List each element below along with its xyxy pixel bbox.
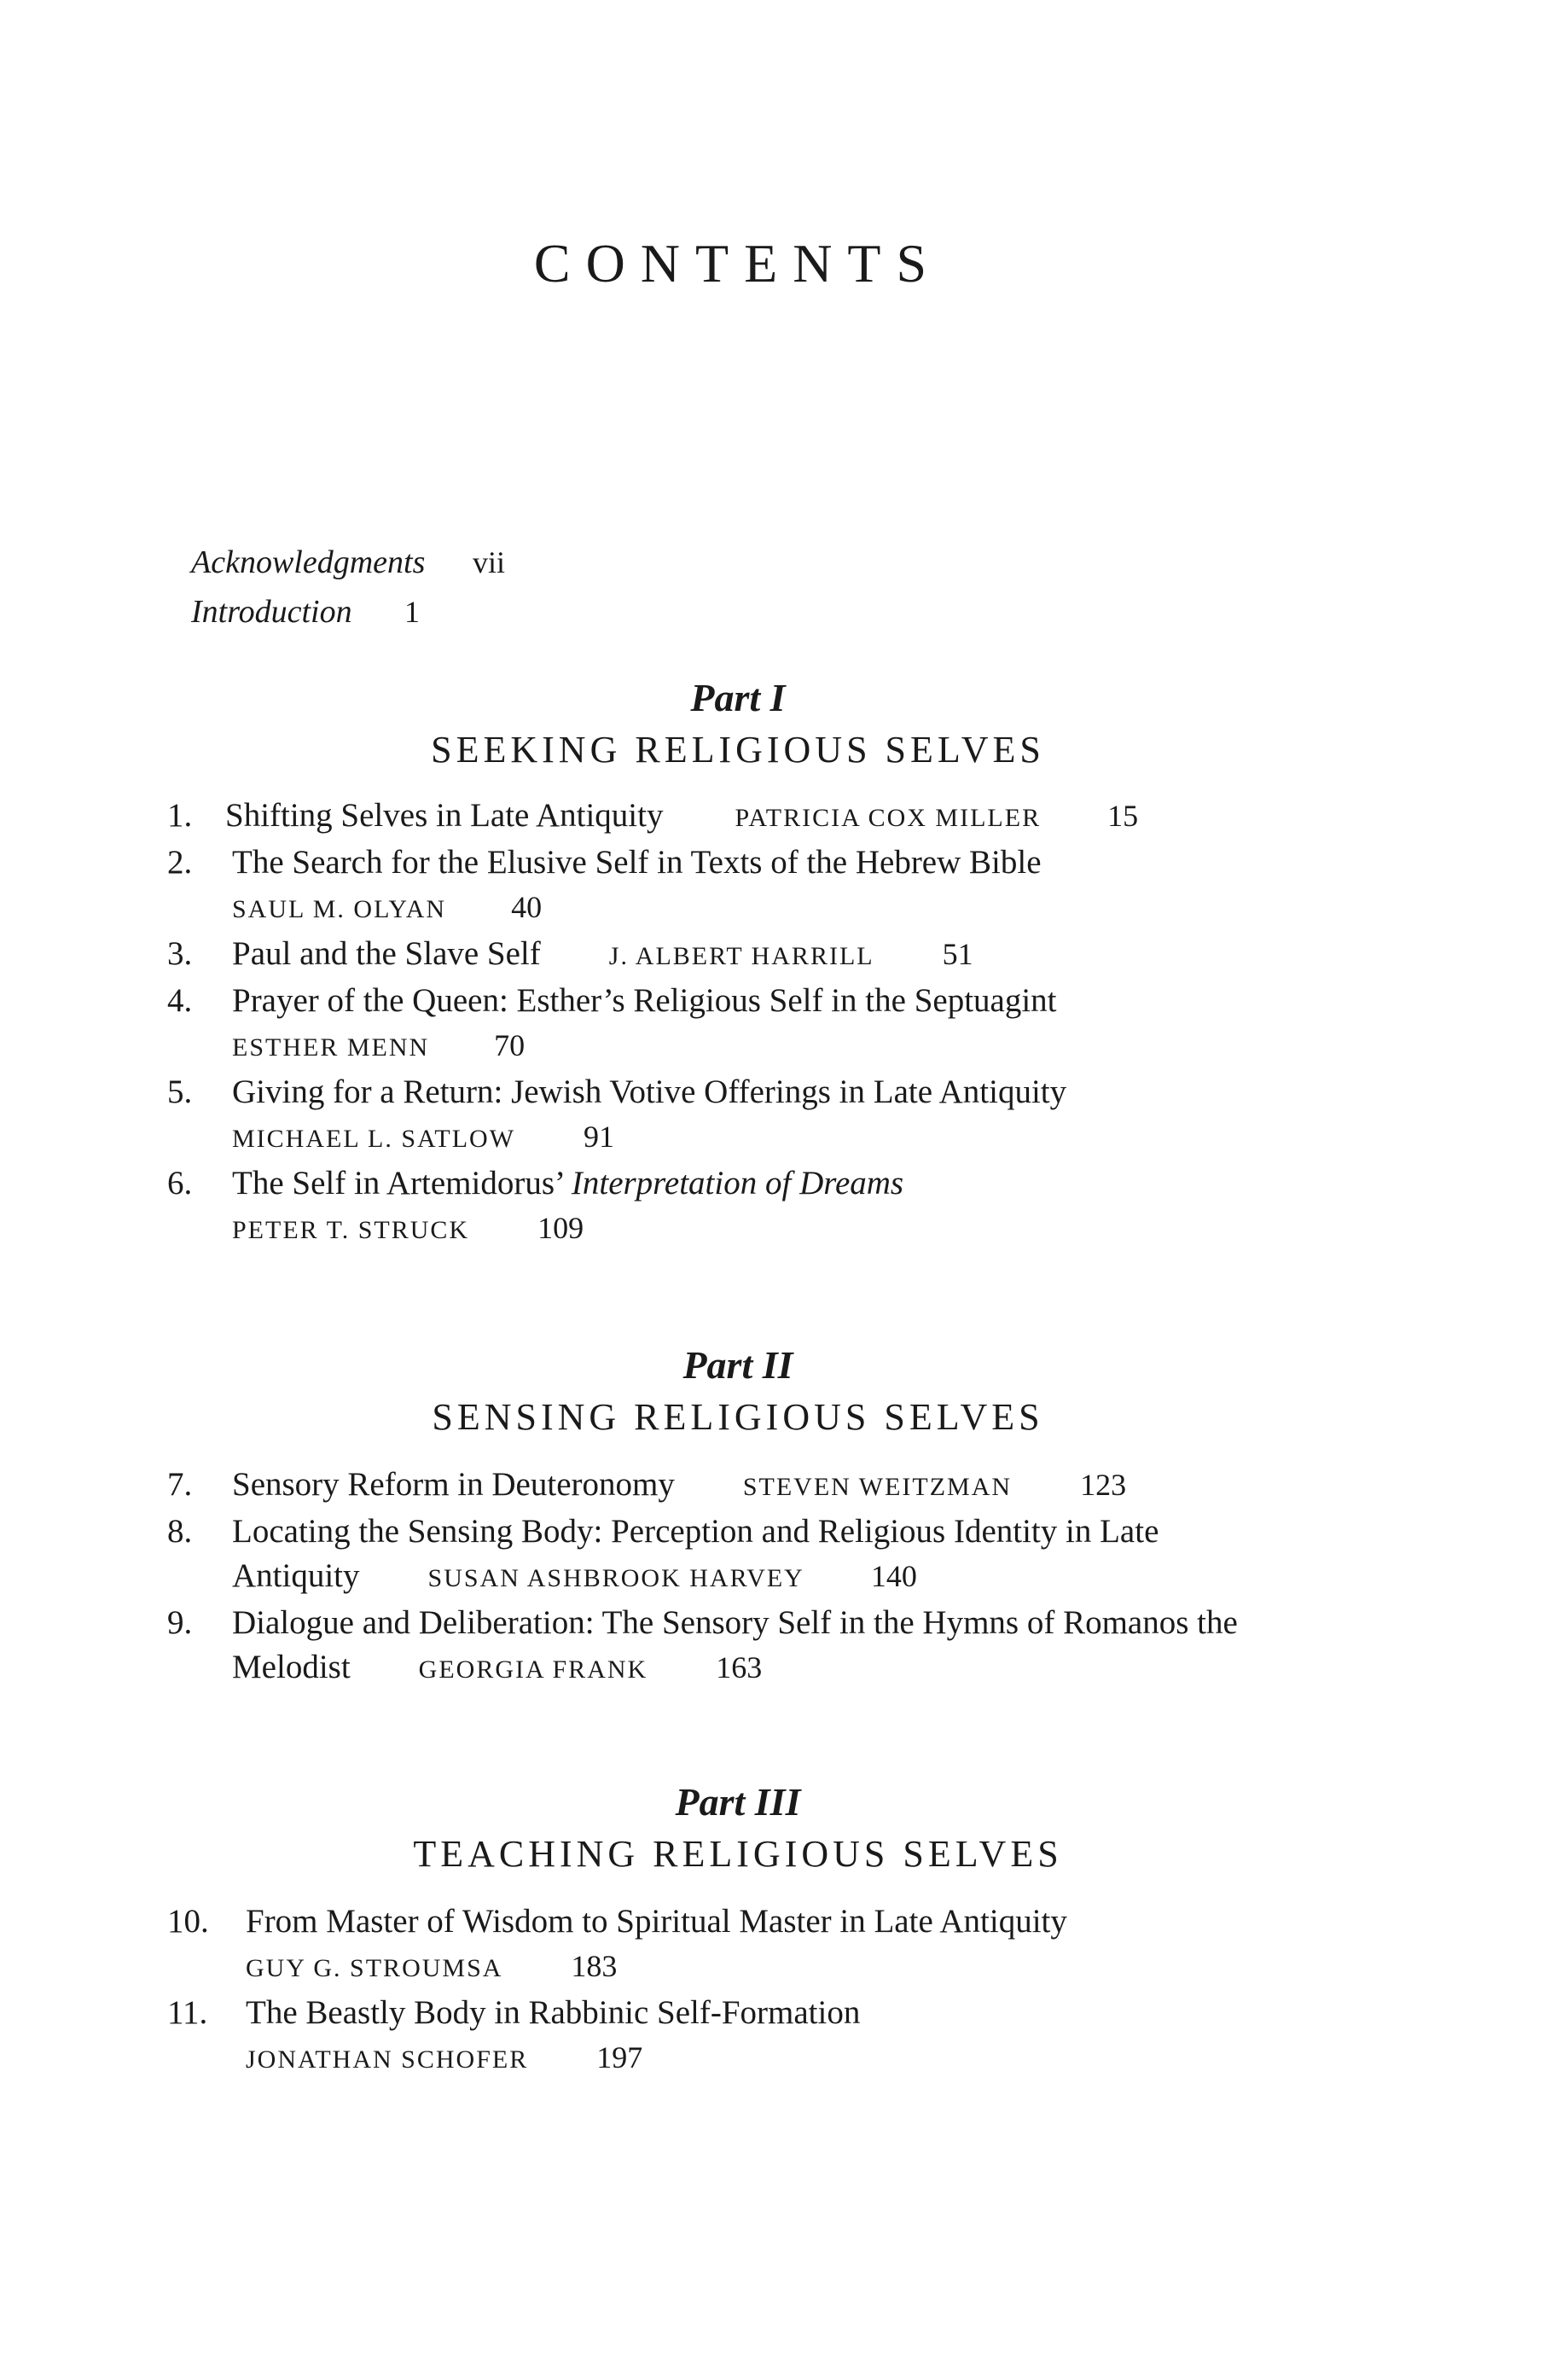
part-title: SENSING RELIGIOUS SELVES [432, 1396, 1044, 1438]
toc-entry[interactable] [167, 1900, 1327, 1991]
toc-entry[interactable] [167, 1601, 1327, 1692]
entry-number: 6. [167, 1165, 193, 1201]
entry-page: 197 [596, 2040, 643, 2074]
entry-page: 140 [870, 1559, 917, 1593]
entry-title-cont: Melodist [232, 1649, 351, 1685]
entry-author: STEVEN WEITZMAN [742, 1473, 1013, 1501]
front-matter-item[interactable] [191, 587, 505, 637]
entry-author: PETER T. STRUCK [232, 1216, 470, 1244]
entry-page: 70 [494, 1028, 526, 1062]
entry-author: JONATHAN SCHOFER [246, 2045, 529, 2074]
entry-title: The Self in Artemidorus’ [232, 1165, 572, 1201]
entry-page: 40 [511, 890, 543, 924]
entry-number: 10. [167, 1903, 209, 1940]
part-title: TEACHING RELIGIOUS SELVES [413, 1833, 1063, 1875]
entry-page: 163 [716, 1650, 763, 1684]
entry-title: Giving for a Return: Jewish Votive Offerings in Late Antiquity [232, 1073, 1067, 1110]
entry-number: 8. [167, 1513, 193, 1550]
toc-entry[interactable] [167, 1070, 1327, 1161]
entry-author: ESTHER MENN [232, 1033, 430, 1062]
entry-title: Locating the Sensing Body: Perception and Religious Identity in Late [232, 1513, 1159, 1550]
part-heading [0, 1341, 1476, 1442]
entry-author: PATRICIA COX MILLER [735, 804, 1042, 832]
part-label: Part I [690, 676, 786, 719]
toc-entry[interactable] [167, 1463, 1327, 1510]
entry-author: GEORGIA FRANK [418, 1655, 648, 1684]
entry-number: 2. [167, 844, 193, 881]
part-1-entries [167, 794, 1327, 1253]
part-label: Part III [675, 1780, 801, 1824]
entry-page: 183 [571, 1949, 618, 1983]
entry-title: Dialogue and Deliberation: The Sensory Self in the Hymns of Romanos the [232, 1604, 1238, 1641]
entry-author: SUSAN ASHBROOK HARVEY [427, 1564, 804, 1592]
entry-title: Prayer of the Queen: Esther’s Religious Self in the Septuagint [232, 982, 1057, 1019]
toc-entry[interactable] [167, 1510, 1327, 1601]
toc-entry[interactable] [167, 979, 1327, 1070]
front-matter-page: 1 [404, 595, 420, 629]
entry-title: Shifting Selves in Late Antiquity [225, 797, 664, 834]
entry-page: 91 [584, 1120, 615, 1154]
entry-title: The Search for the Elusive Self in Texts of the Hebrew Bible [232, 844, 1042, 881]
toc-entry[interactable] [167, 1991, 1327, 2082]
part-label: Part II [682, 1343, 793, 1387]
entry-number: 4. [167, 982, 193, 1019]
front-matter-title: Acknowledgments [191, 544, 426, 580]
entry-number: 1. [167, 797, 193, 834]
entry-title: Sensory Reform in Deuteronomy [232, 1466, 675, 1503]
entry-author: J. ALBERT HARRILL [608, 942, 874, 970]
front-matter-page: vii [473, 545, 506, 579]
front-matter-title: Introduction [191, 594, 352, 630]
entry-page: 109 [537, 1211, 584, 1245]
entry-number: 9. [167, 1604, 193, 1641]
part-heading [0, 1778, 1476, 1879]
entry-number: 5. [167, 1073, 193, 1110]
entry-title-italic: Interpretation of Dreams [571, 1165, 904, 1201]
part-3-entries [167, 1900, 1327, 2082]
entry-title-cont: Antiquity [232, 1557, 360, 1594]
entry-title: From Master of Wisdom to Spiritual Master in Late Antiquity [246, 1903, 1067, 1940]
entry-author: SAUL M. OLYAN [232, 895, 447, 923]
toc-entry[interactable] [167, 932, 1327, 979]
front-matter-item[interactable] [191, 538, 505, 587]
entry-page: 123 [1080, 1468, 1127, 1502]
entry-title: Paul and the Slave Self [232, 935, 541, 972]
entry-title: The Beastly Body in Rabbinic Self-Formation [246, 1994, 861, 2031]
entry-page: 51 [942, 937, 973, 971]
toc-entry[interactable] [167, 794, 1327, 841]
page-title: CONTENTS [533, 233, 943, 294]
entry-author: MICHAEL L. SATLOW [232, 1125, 516, 1153]
entry-author: GUY G. STROUMSA [246, 1954, 503, 1982]
part-title: SEEKING RELIGIOUS SELVES [431, 729, 1045, 771]
part-heading [0, 674, 1476, 775]
entry-page: 15 [1107, 799, 1139, 833]
part-2-entries [167, 1463, 1327, 1692]
entry-number: 11. [167, 1994, 208, 2031]
toc-entry[interactable] [167, 1161, 1327, 1253]
front-matter [191, 538, 505, 637]
entry-number: 3. [167, 935, 193, 972]
entry-number: 7. [167, 1466, 193, 1503]
toc-entry[interactable] [167, 841, 1327, 932]
